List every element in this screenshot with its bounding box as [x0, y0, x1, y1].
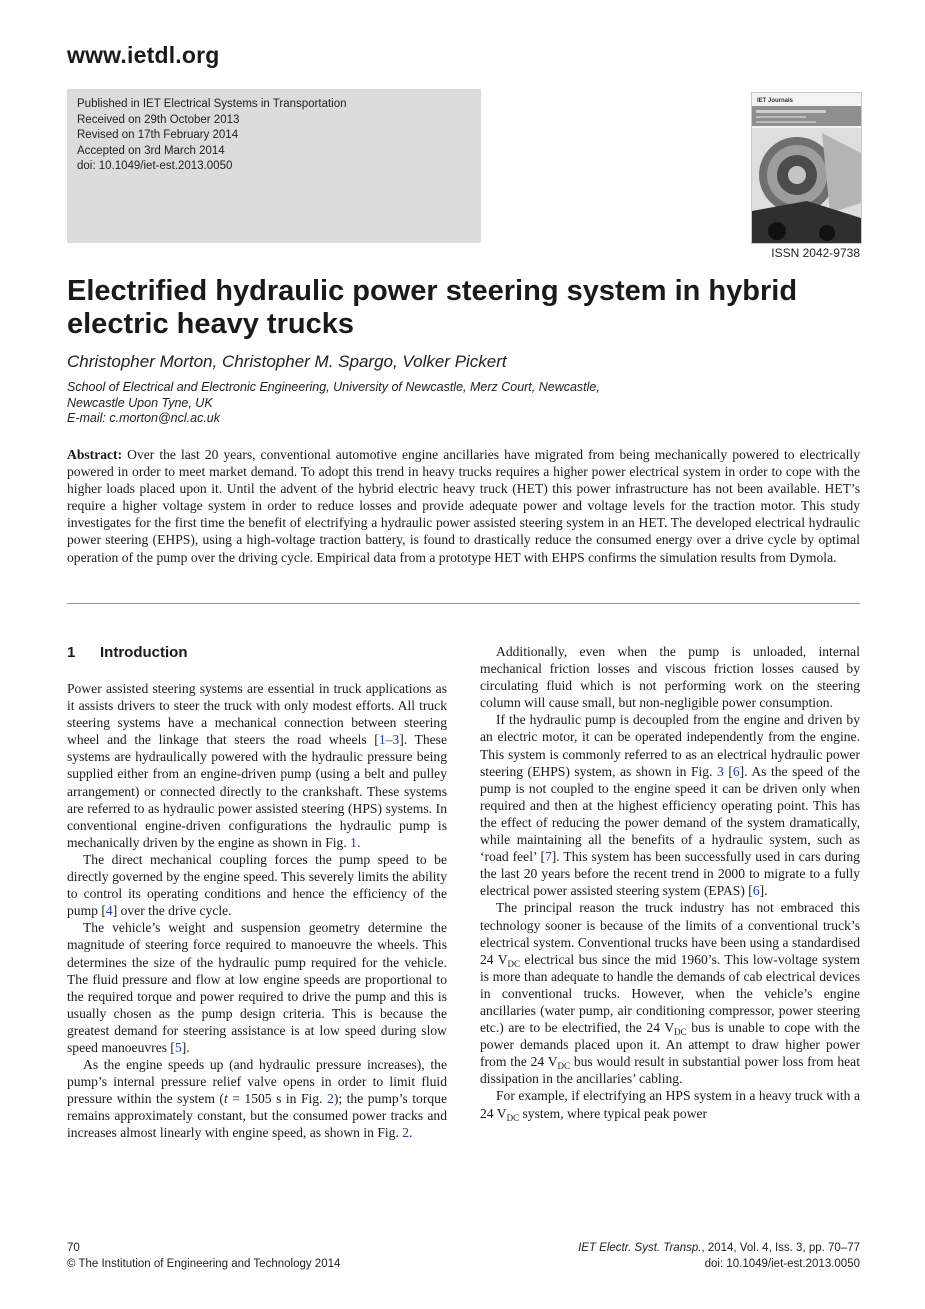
site-url[interactable]: www.ietdl.org — [67, 42, 220, 68]
footer-doi[interactable]: doi: 10.1049/iet-est.2013.0050 — [704, 1258, 860, 1270]
footer-left — [67, 1240, 340, 1272]
abstract-text: Over the last 20 years, conventional automotive engine ancillaries have migrated from being mechanically powered to electrically powered in order to meet market demand. To adopt this trend in heavy trucks requires a higher power electrical system in order to cope with the higher loads placed upon it. Until the advent of the hybrid electric heavy truck (HET) this power infrastructure has not been available. HET’s require a higher voltage system in order to reduce losses and provide adequate power and voltage levels for the traction motor. This study investigates for the first time the benefit of electrifying a hydraulic power assisted steering system in an HET. The developed electrical hydraulic power steering (EHPS), using a high-voltage traction battery, is found to drastically reduce the consumed energy over a drive cycle by optimal operation of the pump over the driving cycle. Empirical data from a prototype HET with EHPS confirms the simulation results from Dymola. — [67, 447, 860, 565]
affiliation-line-2: Newcastle Upon Tyne, UK — [67, 395, 213, 410]
figure-link[interactable]: 2 — [327, 1091, 334, 1107]
paragraph-intro-1: Power assisted steering systems are essential in truck applications as it assists drivers to steer the truck with only modest efforts. All truck steering systems have a mechanical connection between steering wheel and the linkage that steers the road wheels [1–3]. These systems are hydraulically powered with the hydraulic pressure being supplied either from an engine-driven pump (using a belt and pulley arrangement) or connected directly to the crankshaft. These systems are referred to as hydraulic power assisted steering (HPS) systems. In conventional engine-driven configurations the hydraulic pump is mechanically driven by the engine as shown in Fig. 1. — [67, 681, 447, 850]
revised-date: Revised on 17th February 2014 — [77, 129, 239, 141]
publication-info-box — [67, 89, 481, 243]
section-title: Introduction — [100, 644, 188, 661]
figure-link[interactable]: 2 — [402, 1125, 410, 1141]
section-heading — [67, 643, 447, 663]
figure-link[interactable]: 1 — [350, 834, 357, 850]
subscript-dc: DC — [557, 1061, 571, 1072]
citation-link[interactable]: 5 — [174, 1039, 182, 1055]
subscript-dc: DC — [506, 1112, 520, 1123]
email[interactable]: E-mail: c.morton@ncl.ac.uk — [67, 411, 221, 425]
footer-right — [578, 1240, 860, 1272]
journal-abbrev: IET Electr. Syst. Transp. — [578, 1242, 702, 1254]
volume-info: , 2014, Vol. 4, Iss. 3, pp. 70–77 — [701, 1242, 860, 1254]
page-number: 70 — [67, 1242, 80, 1254]
subscript-dc: DC — [674, 1027, 687, 1038]
citation-link[interactable]: 6 — [752, 883, 760, 899]
section-number: 1 — [67, 644, 76, 661]
citation-link[interactable]: 1–3 — [378, 732, 400, 748]
paragraph-intro-3: The vehicle’s weight and suspension geometry determine the magnitude of steering force required to manoeuvre the wheels. This determines the size of the hydraulic pump required for the vehicle. The fluid pressure and flow at low engine speeds are proportional to the required torque and power required to drive the pump and this is usually chosen as the pump design criteria. This is because the greatest demand for steering assistance is at low speed during slow speed manoeuvres [5]. — [67, 920, 447, 1055]
abstract-label: Abstract: — [67, 447, 123, 462]
copyright: © The Institution of Engineering and Technology 2014 — [67, 1258, 341, 1270]
abstract — [67, 446, 860, 566]
cover-brand: IET Journals — [757, 98, 794, 104]
citation-link[interactable]: 4 — [105, 903, 113, 919]
doi-line: doi: 10.1049/iet-est.2013.0050 — [77, 160, 233, 172]
issn: ISSN 2042-9738 — [771, 246, 860, 260]
paragraph-intro-4: As the engine speeds up (and hydraulic pressure increases), the pump’s internal pressure relief valve opens in order to limit fluid pressure within the system (t = 1505 s in Fig. 2); the pump’s torque remains approximately constant, but the consumed power tracks and increases almost linearly with engine speed, as shown in Fig. 2. — [67, 1057, 447, 1141]
subscript-dc: DC — [507, 958, 521, 969]
right-column — [480, 643, 860, 1122]
authors: Christopher Morton, Christopher M. Spargo, Volker Pickert — [67, 352, 507, 371]
affiliation — [67, 380, 600, 427]
article-title: Electrified hydraulic power steering system in hybrid electric heavy trucks — [67, 275, 798, 340]
variable-t: t — [223, 1091, 228, 1107]
citation-link[interactable]: 6 — [732, 763, 740, 779]
received-date: Received on 29th October 2013 — [77, 113, 240, 126]
paragraph-right-4: For example, if electrifying an HPS system in a heavy truck with a 24 $V_{DC}$ system, where typical peak power — [480, 1088, 860, 1123]
left-column — [67, 643, 447, 1142]
paragraph-intro-2: The direct mechanical coupling forces the pump speed to be directly governed by the engine speed. This severely limits the ability to control its operating conditions and hence the efficiency of the pump [4] over the drive cycle. — [67, 851, 447, 919]
accepted-date: Accepted on 3rd March 2014 — [77, 144, 225, 157]
paragraph-right-3: The principal reason the truck industry has not embraced this technology sooner is because of the limits of a conventional truck’s electrical system. Conventional trucks have been using a standardised 24 $V_{DC}$ electrical bus since the mid 1960’s. This low-voltage system is more than adequate to handle the demands of cab electrical devices in conventional trucks. However, when the vehicle’s engine ancillaries (water pump, air conditioning compressor, power steering etc.) are to be electrified, the 24 $V_{DC}$ bus is unable to cope with the power demands placed upon it. An attempt to draw higher power from the 24 $V_{DC}$ bus would result in substantial power loss from heat dissipation in the ancillaries’ cabling. — [480, 900, 860, 1087]
paragraph-right-1: Additionally, even when the pump is unloaded, internal mechanical friction losses and viscous friction losses caused by circulating fluid which is not performing work on the steering column will cause small, but non-negligible power consumption. — [480, 644, 860, 711]
journal-citation — [578, 1240, 860, 1256]
publication-lines — [77, 97, 347, 175]
published-in: Published in IET Electrical Systems in Transportation — [77, 98, 347, 110]
journal-cover-illustration — [752, 93, 861, 243]
abstract-divider — [67, 603, 860, 604]
figure-link[interactable]: 3 — [717, 763, 724, 779]
paragraph-right-2: If the hydraulic pump is decoupled from the engine and driven by an electric motor, it can be operated independently from the engine. This system is commonly referred to as an electrical hydraulic power steering (EHPS) system, as shown in Fig. 3 [6]. As the speed of the pump is not coupled to the engine speed it can be driven only when required and then at the highest efficiency operating point. This has the effect of reducing the power demand of the system dramatically, while maintaining all the benefits of a hydraulic system, such as ‘road feel’ [7]. This system has been successfully used in cars during the last 20 years before the recent trend in 2000 to migrate to a fully electrical power assisted steering system (EPAS) [6]. — [480, 712, 860, 899]
citation-link[interactable]: 7 — [544, 849, 552, 865]
journal-cover-image — [751, 92, 862, 244]
affiliation-line-1: School of Electrical and Electronic Engineering, University of Newcastle, Merz Court, Newcastle, — [67, 380, 600, 394]
